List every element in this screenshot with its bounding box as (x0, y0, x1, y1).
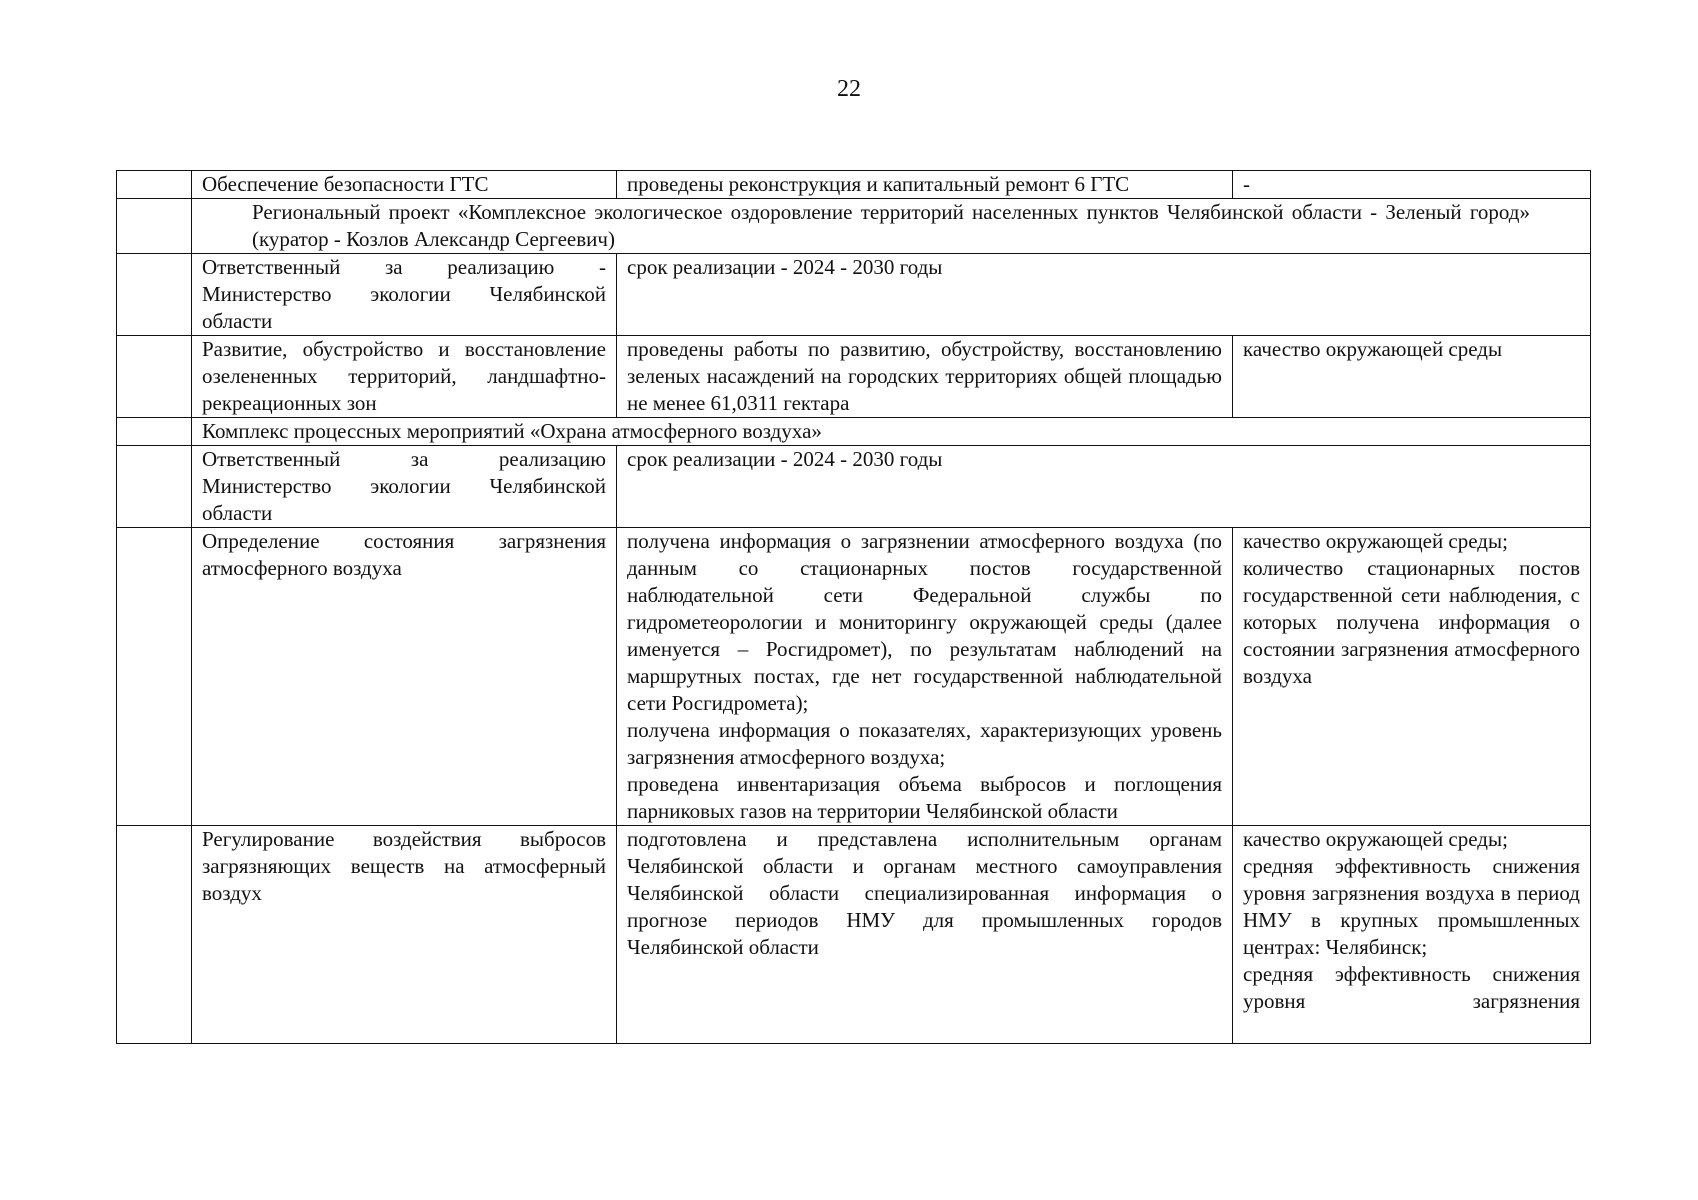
task-cell: Развитие, обустройство и восстановление озелененных территорий, ландшафтно-рекреационных зон (192, 336, 617, 418)
row-number-cell (117, 446, 192, 528)
indicator-line: средняя эффективность снижения уровня загрязнения (1243, 962, 1580, 1013)
row-number-cell (117, 254, 192, 336)
result-cell (617, 528, 1233, 826)
task-cell: Регулирование воздействия выбросов загрязняющих веществ на атмосферный воздух (192, 826, 617, 1044)
indicator-line: качество окружающей среды; (1243, 827, 1508, 851)
section-header-cell: Комплекс процессных мероприятий «Охрана атмосферного воздуха» (192, 418, 1591, 446)
indicator-line: средняя эффективность снижения уровня загрязнения воздуха в период НМУ в крупных промышленных центрах: Челябинск; (1243, 854, 1580, 959)
responsible-cell: Ответственный за реализацию Министерство экологии Челябинской области (192, 446, 617, 528)
task-cell: Определение состояния загрязнения атмосферного воздуха (192, 528, 617, 826)
row-number-cell (117, 418, 192, 446)
result-cell: проведены работы по развитию, обустройству, восстановлению зеленых насаждений на городских территориях общей площадью не менее 61,0311 гектара (617, 336, 1233, 418)
table-row (117, 446, 1591, 528)
table-row (117, 199, 1591, 254)
table-row (117, 171, 1591, 199)
result-cell: проведены реконструкция и капитальный ремонт 6 ГТС (617, 171, 1233, 199)
row-number-cell (117, 171, 192, 199)
table-row (117, 528, 1591, 826)
result-line: проведена инвентаризация объема выбросов и поглощения парниковых газов на территории Челябинской области (627, 772, 1222, 823)
row-number-cell (117, 528, 192, 826)
row-number-cell (117, 199, 192, 254)
result-line: получена информация о показателях, характеризующих уровень загрязнения атмосферного воздуха; (627, 718, 1222, 769)
indicator-cell: - (1233, 171, 1591, 199)
table-row (117, 826, 1591, 1044)
row-number-cell (117, 826, 192, 1044)
period-cell: срок реализации - 2024 - 2030 годы (617, 446, 1591, 528)
section-header-cell: Региональный проект «Комплексное экологическое оздоровление территорий населенных пунктов Челябинской области - Зеленый город» (куратор - Козлов Александр Сергеевич) (192, 199, 1591, 254)
indicator-cell (1233, 826, 1591, 1044)
measures-table (116, 170, 1591, 1044)
table-row (117, 336, 1591, 418)
indicator-cell (1233, 528, 1591, 826)
table-row (117, 254, 1591, 336)
result-cell: подготовлена и представлена исполнительным органам Челябинской области и органам местного самоуправления Челябинской области специализированная информация о прогнозе периодов НМУ для промышленных городов Челябинской области (617, 826, 1233, 1044)
table-row (117, 418, 1591, 446)
result-line: получена информация о загрязнении атмосферного воздуха (по данным со стационарных постов государственной наблюдательной сети Федеральной службы по гидрометеорологии и мониторингу окружающей среды (далее именуется – Росгидромет), по результатам наблюдений на маршрутных постах, где нет государственной наблюдательной сети Росгидромета); (627, 529, 1222, 715)
page-number: 22 (837, 76, 861, 102)
row-number-cell (117, 336, 192, 418)
task-cell: Обеспечение безопасности ГТС (192, 171, 617, 199)
indicator-line: количество стационарных постов государственной сети наблюдения, с которых получена информация о состоянии загрязнения атмосферного воздуха (1243, 556, 1580, 688)
responsible-cell: Ответственный за реализацию - Министерство экологии Челябинской области (192, 254, 617, 336)
indicator-cell: качество окружающей среды (1233, 336, 1591, 418)
indicator-line: качество окружающей среды; (1243, 529, 1508, 553)
period-cell: срок реализации - 2024 - 2030 годы (617, 254, 1591, 336)
